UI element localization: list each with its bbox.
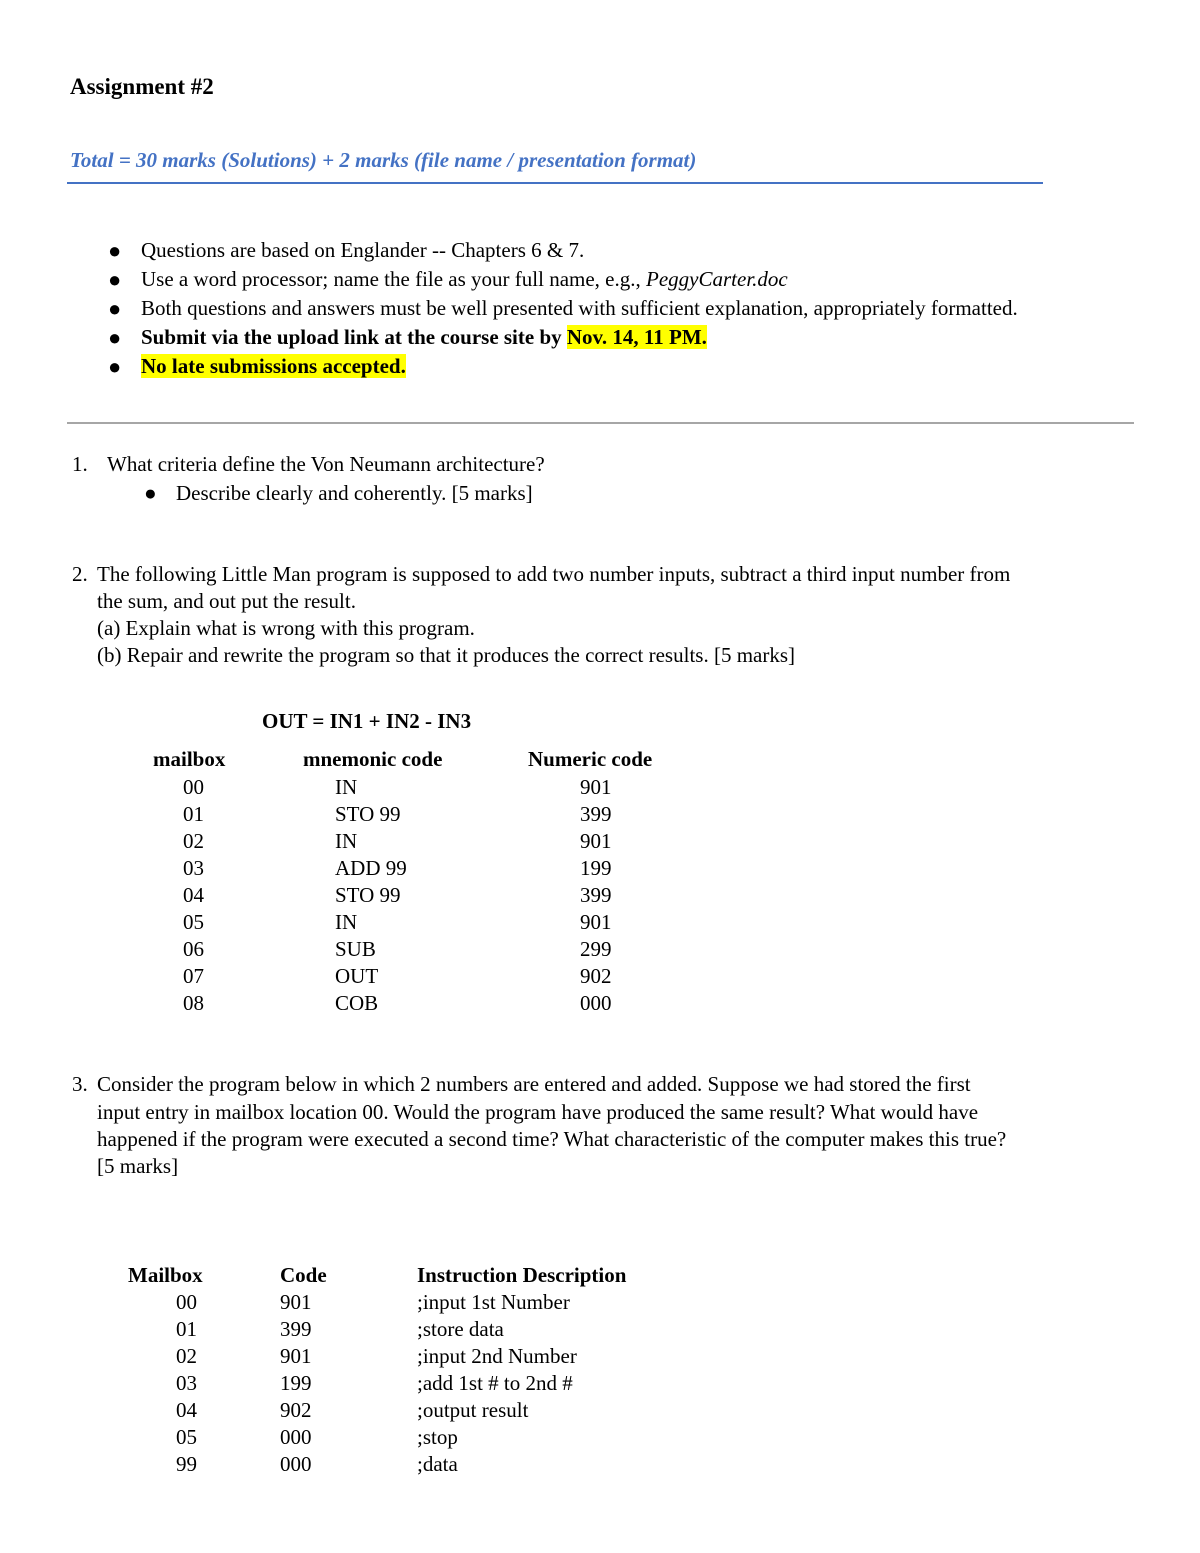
numeric-cell: 902 xyxy=(580,964,612,988)
mnemonic-cell: IN xyxy=(335,910,358,934)
code-cell: 399 xyxy=(280,1317,312,1341)
mailbox-cell: 02 xyxy=(176,1344,197,1368)
mailbox-cell: 05 xyxy=(183,910,204,934)
question-subtext: Describe clearly and coherently. [5 marks] xyxy=(176,481,533,505)
mnemonic-cell: IN xyxy=(335,775,358,799)
title-divider xyxy=(67,182,1043,184)
numeric-cell: 901 xyxy=(580,775,612,799)
bullet-icon: ● xyxy=(108,296,122,321)
column-header: mnemonic code xyxy=(303,747,443,771)
column-header: Instruction Description xyxy=(417,1263,627,1287)
due-date: Nov. 14, 11 PM. xyxy=(566,325,707,349)
question-number: 3. xyxy=(72,1072,88,1096)
mnemonic-cell: STO 99 xyxy=(335,802,401,826)
mnemonic-cell: ADD 99 xyxy=(335,856,407,880)
code-cell: 902 xyxy=(280,1398,312,1422)
question-text: the sum, and out put the result. xyxy=(97,589,356,613)
code-cell: 000 xyxy=(280,1452,312,1476)
mailbox-cell: 03 xyxy=(183,856,204,880)
mnemonic-cell: COB xyxy=(335,991,379,1015)
description-cell: ;add 1st # to 2nd # xyxy=(417,1371,573,1395)
column-header: mailbox xyxy=(153,747,226,771)
code-cell: 901 xyxy=(280,1290,312,1314)
bullet-icon: ● xyxy=(108,325,122,350)
formula: OUT = IN1 + IN2 - IN3 xyxy=(262,709,472,733)
question-text: What criteria define the Von Neumann architecture? xyxy=(107,452,545,476)
question-number: 2. xyxy=(72,562,88,586)
mailbox-cell: 07 xyxy=(183,964,204,988)
description-cell: ;input 2nd Number xyxy=(417,1344,577,1368)
question-text: (a) Explain what is wrong with this program. xyxy=(97,616,475,640)
question-text: [5 marks] xyxy=(97,1154,179,1178)
numeric-cell: 299 xyxy=(580,937,612,961)
description-cell: ;stop xyxy=(417,1425,458,1449)
bullet-text xyxy=(141,325,707,350)
mnemonic-cell: SUB xyxy=(335,937,376,961)
mailbox-cell: 00 xyxy=(176,1290,197,1314)
numeric-cell: 901 xyxy=(580,829,612,853)
description-cell: ;data xyxy=(417,1452,458,1476)
question-text: input entry in mailbox location 00. Would the program have produced the same result? What would have xyxy=(97,1100,979,1124)
code-cell: 901 xyxy=(280,1344,312,1368)
bullet-icon: ● xyxy=(108,267,122,292)
total-marks: Total = 30 marks (Solutions) + 2 marks (file name / presentation format) xyxy=(70,148,697,172)
column-header: Numeric code xyxy=(528,747,653,771)
mailbox-cell: 04 xyxy=(183,883,204,907)
bullet-text-part: Use a word processor; name the file as your full name, e.g., xyxy=(141,267,647,291)
question-text: (b) Repair and rewrite the program so that it produces the correct results. [5 marks] xyxy=(97,643,796,667)
numeric-cell: 000 xyxy=(580,991,612,1015)
question-text: The following Little Man program is supposed to add two number inputs, subtract a third input number from xyxy=(97,562,1011,586)
column-header: Mailbox xyxy=(128,1263,203,1287)
mailbox-cell: 05 xyxy=(176,1425,197,1449)
mailbox-cell: 00 xyxy=(183,775,204,799)
mailbox-cell: 03 xyxy=(176,1371,197,1395)
bullet-icon: ● xyxy=(144,481,157,505)
numeric-cell: 399 xyxy=(580,883,612,907)
bullet-icon: ● xyxy=(108,354,122,379)
description-cell: ;output result xyxy=(417,1398,529,1422)
mailbox-cell: 08 xyxy=(183,991,204,1015)
bullet-text: Both questions and answers must be well presented with sufficient explanation, appropriately formatted. xyxy=(141,296,1018,320)
page-title: Assignment #2 xyxy=(70,74,214,99)
mnemonic-cell: OUT xyxy=(335,964,379,988)
mailbox-cell: 01 xyxy=(176,1317,197,1341)
code-cell: 000 xyxy=(280,1425,312,1449)
description-cell: ;store data xyxy=(417,1317,504,1341)
numeric-cell: 901 xyxy=(580,910,612,934)
example-filename: PeggyCarter.doc xyxy=(646,267,788,291)
bullet-text xyxy=(141,267,788,292)
code-cell: 199 xyxy=(280,1371,312,1395)
mnemonic-cell: IN xyxy=(335,829,358,853)
question-text: happened if the program were executed a second time? What characteristic of the computer makes this true? xyxy=(97,1127,1007,1151)
mnemonic-cell: STO 99 xyxy=(335,883,401,907)
mailbox-cell: 04 xyxy=(176,1398,197,1422)
description-cell: ;input 1st Number xyxy=(417,1290,570,1314)
question-text: Consider the program below in which 2 numbers are entered and added. Suppose we had stored the first xyxy=(97,1072,971,1096)
late-policy: No late submissions accepted. xyxy=(141,354,406,378)
bullet-text xyxy=(141,354,406,379)
mailbox-cell: 06 xyxy=(183,937,204,961)
bullet-icon: ● xyxy=(108,238,122,263)
numeric-cell: 199 xyxy=(580,856,612,880)
numeric-cell: 399 xyxy=(580,802,612,826)
bullet-text: Questions are based on Englander -- Chapters 6 & 7. xyxy=(141,238,585,262)
column-header: Code xyxy=(280,1263,327,1287)
question-number: 1. xyxy=(72,452,88,476)
mailbox-cell: 02 xyxy=(183,829,204,853)
mailbox-cell: 99 xyxy=(176,1452,197,1476)
section-divider xyxy=(67,422,1134,424)
bullet-text-part: Submit via the upload link at the course site by xyxy=(141,325,567,349)
mailbox-cell: 01 xyxy=(183,802,204,826)
